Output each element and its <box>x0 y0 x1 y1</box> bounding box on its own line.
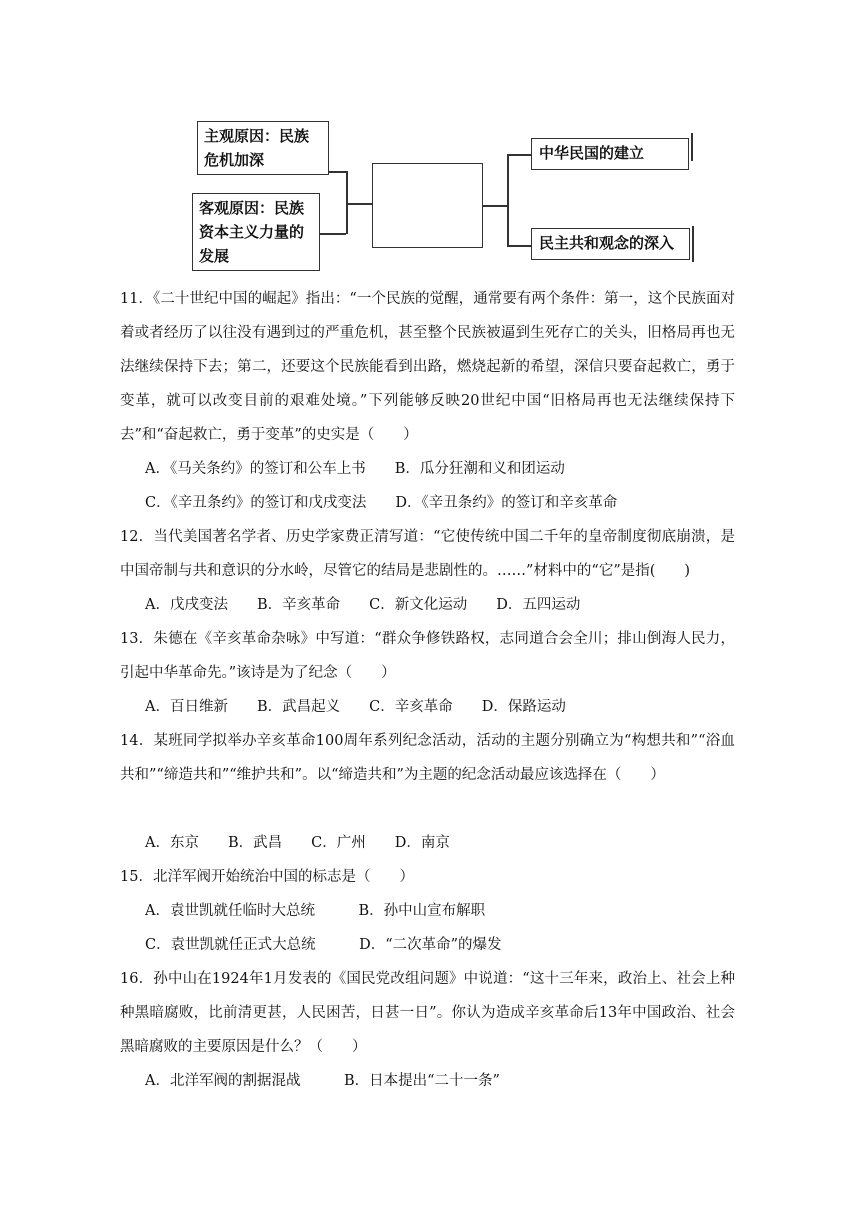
question-14-stem: 14．某班同学拟举办辛亥革命100周年系列纪念活动，活动的主题分别确立为“构想共和”“浴血共和”“缔造共和”“维护共和”。以“缔造共和”为主题的纪念活动最应该选择在（ ） <box>120 733 735 783</box>
subjective-cause-text: 主观原因：民族危机加深 <box>204 127 310 169</box>
connector-right-vertical <box>507 154 509 246</box>
question-11-options-row-2: C．《辛丑条约》的签订和戊戌变法 D．《辛丑条约》的签订和辛亥革命 <box>145 495 618 511</box>
connector-right-center <box>483 205 507 207</box>
result-text-1: 中华民国的建立 <box>539 144 645 162</box>
question-14-options: A．东京 B．武昌 C．广州 D．南京 <box>145 835 450 851</box>
connector-right-bottom <box>507 245 531 247</box>
question-13-stem: 13．朱德在《辛亥革命杂咏》中写道：“群众争修铁路权，志同道合会全川；排山倒海人民力，引起中华革命先。”该诗是为了纪念（ ） <box>120 631 735 681</box>
question-12-options: A．戊戌变法 B．辛亥革命 C．新文化运动 D．五四运动 <box>145 597 581 613</box>
result-box-1-tick <box>691 133 693 161</box>
question-11-stem: 11．《二十世纪中国的崛起》指出：“一个民族的觉醒，通常要有两个条件：第一，这个民族面对着或者经历了以往没有遇到过的严重危机，甚至整个民族被逼到生死存亡的关头，旧格局再也无法继续保持下去；第二，还要这个民族能看到出路，燃烧起新的希望，深信只要奋起救亡，勇于变革，就可以改变目前的艰难处境。”下列能够反映20世纪中国“旧格局再也无法继续保持下去”和“奋起救亡，勇于变革”的史实是（ ） <box>120 291 735 443</box>
question-16-options: A．北洋军阀的割据混战 B．日本提出“二十一条” <box>145 1073 500 1089</box>
subjective-cause-box <box>197 121 329 175</box>
center-box <box>372 163 483 248</box>
question-15-options-row-2: C．袁世凯就任正式大总统 D．“二次革命”的爆发 <box>145 937 502 953</box>
objective-cause-box <box>192 193 320 271</box>
question-16-stem: 16．孙中山在1924年1月发表的《国民党改组问题》中说道：“这十三年来，政治上、社会上种种黑暗腐败，比前清更甚，人民困苦，日甚一日”。你认为造成辛亥革命后13年中国政治、社会黑暗腐败的主要原因是什么？（ ） <box>120 971 735 1055</box>
objective-cause-text: 客观原因：民族资本主义力量的发展 <box>199 199 305 265</box>
question-11-options-row-1: A．《马关条约》的签订和公车上书 B．瓜分狂潮和义和团运动 <box>145 461 565 477</box>
question-15-stem: 15．北洋军阀开始统治中国的标志是（ ） <box>120 869 414 885</box>
question-15-options-row-1: A．袁世凯就任临时大总统 B．孙中山宣布解职 <box>145 903 486 919</box>
question-13-options: A．百日维新 B．武昌起义 C．辛亥革命 D．保路运动 <box>145 699 566 715</box>
connector-right-top <box>507 154 531 156</box>
connector-left-center <box>346 203 372 205</box>
result-box-2 <box>531 228 690 260</box>
result-text-2: 民主共和观念的深入 <box>539 234 675 252</box>
question-12-stem: 12．当代美国著名学者、历史学家费正清写道：“它使传统中国二千年的皇帝制度彻底崩溃，是中国帝制与共和意识的分水岭，尽管它的结局是悲剧性的。……”材料中的“它”是指( ) <box>120 529 735 579</box>
connector-left-top <box>329 171 346 173</box>
result-box-1 <box>531 138 689 170</box>
connector-left-bottom <box>320 233 346 235</box>
result-box-2-tick <box>692 226 694 262</box>
